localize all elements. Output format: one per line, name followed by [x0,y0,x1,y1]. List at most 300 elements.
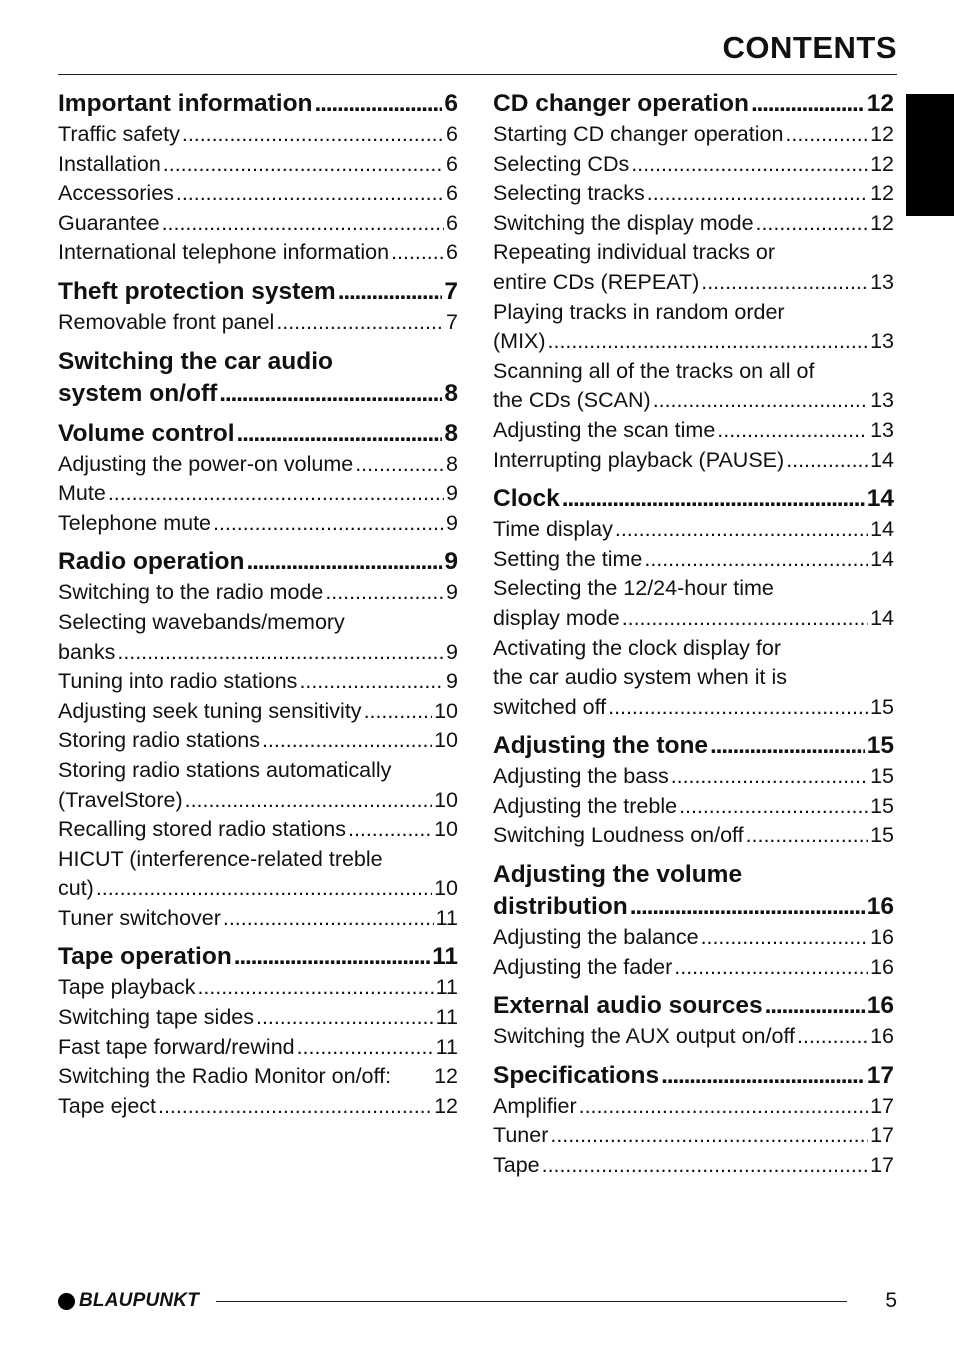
toc-entry-text: Storing radio stations automatically [58,757,392,782]
toc-entry-line[interactable] [58,578,458,608]
toc-entry-text: Adjusting the power-on volume [58,451,354,476]
toc-entry-text: cut) [58,876,94,901]
toc-section [493,859,894,982]
dot-leader [644,545,868,575]
toc-section [58,346,458,410]
toc-entry-text: Tuner switchover [58,905,221,930]
toc-page-number: 11 [432,943,458,971]
toc-entry-line[interactable] [493,1151,894,1181]
dot-leader [96,874,432,904]
toc-page-number: 12 [866,90,894,117]
dot-leader [786,446,868,476]
toc-entry-line[interactable] [58,150,458,180]
toc-entry[interactable] [493,298,894,357]
toc-entry[interactable] [493,1121,894,1151]
toc-heading-text: Switching the car audio [58,347,333,375]
toc-entry[interactable] [58,697,458,727]
toc-entry-line[interactable] [493,604,894,634]
dot-leader [631,150,868,180]
dot-leader [630,891,865,923]
toc-entry-text: Adjusting the balance [493,925,699,950]
toc-entry-text: entire CDs (REPEAT) [493,269,700,294]
toc-entry-line[interactable] [493,416,894,446]
toc-entry-line[interactable] [493,821,894,851]
toc-page-number: 6 [446,181,458,206]
toc-entry-text: Storing radio stations [58,728,260,753]
toc-page-number: 10 [434,817,458,842]
toc-page-number: 15 [870,694,894,719]
toc-heading-line[interactable] [58,378,458,410]
brand-dot-icon [58,1293,75,1310]
toc-entry[interactable] [493,357,894,416]
toc-page-number: 11 [435,1034,458,1059]
toc-page-number: 9 [446,510,458,535]
toc-heading-text: Theft protection system [58,277,336,305]
dot-leader [162,209,444,239]
toc-section [58,88,458,268]
dot-leader [197,973,433,1003]
dot-leader [756,209,869,239]
toc-entry-text: Fast tape forward/rewind [58,1034,295,1059]
toc-heading-line[interactable] [493,990,894,1022]
toc-entry-line[interactable] [58,479,458,509]
dot-leader [765,990,865,1022]
toc-entry-line[interactable] [493,446,894,476]
toc-heading-line[interactable] [58,546,458,578]
toc-entry-text: Setting the time [493,546,643,571]
toc-entry-text: Switching the display mode [493,210,754,235]
toc-section [58,941,458,1121]
toc-entry-line[interactable] [58,973,458,1003]
toc-entry[interactable] [58,479,458,509]
toc-section [58,276,458,338]
toc-entry-text: Traffic safety [58,122,180,146]
toc-entry[interactable] [58,450,458,480]
dot-leader [355,450,444,480]
toc-heading-text: distribution [493,893,628,921]
toc-page-number: 12 [870,210,894,235]
toc-entry[interactable] [58,1062,458,1092]
toc-entry-text: HICUT (interference-related treble [58,846,383,871]
dot-leader [622,604,868,634]
toc-page-number: 17 [866,1061,894,1089]
toc-entry[interactable] [493,416,894,446]
toc-entry[interactable] [493,120,894,150]
page-title: CONTENTS [722,30,897,65]
toc-entry[interactable] [58,509,458,539]
toc-entry[interactable] [493,953,894,983]
toc-entry-line[interactable] [58,874,458,904]
toc-entry-line[interactable] [493,386,894,416]
toc-page-number: 13 [870,417,894,442]
toc-entry[interactable] [58,1033,458,1063]
footer-divider [216,1301,847,1302]
toc-left-column [58,88,458,1129]
toc-entry-line[interactable] [493,663,894,693]
brand-name: BLAUPUNKT [79,1290,200,1311]
toc-entry[interactable] [493,792,894,822]
toc-page-number: 6 [446,210,458,235]
toc-entry-text: the car audio system when it is [493,665,787,690]
toc-entry-text: Adjusting seek tuning sensitivity [58,698,362,723]
toc-entry-text: Switching tape sides [58,1005,254,1030]
toc-section [493,88,894,475]
toc-page-number: 14 [870,605,894,630]
dot-leader [219,378,442,410]
toc-entry[interactable] [493,515,894,545]
dot-leader [223,904,434,934]
dot-leader [246,546,442,578]
toc-entry-text: International telephone information [58,240,390,265]
toc-entry-line[interactable] [493,515,894,545]
toc-entry[interactable] [58,756,458,815]
toc-heading-text: Adjusting the volume [493,861,743,889]
toc-page-number: 17 [870,1093,894,1118]
toc-entry-line[interactable] [58,238,458,268]
toc-entry-line[interactable] [58,450,458,480]
toc-entry-text: Tape eject [58,1093,157,1118]
toc-page-number: 10 [434,698,458,723]
toc-entry[interactable] [58,973,458,1003]
toc-entry-line[interactable] [58,1092,458,1122]
toc-entry-text: Switching Loudness on/off [493,823,744,848]
toc-page-number: 9 [446,669,458,694]
toc-page-number: 9 [446,639,458,664]
toc-entry-text: Tape [493,1153,540,1178]
toc-entry[interactable] [58,179,458,209]
toc-entry[interactable] [493,446,894,476]
toc-page-number: 10 [434,728,458,753]
toc-entry[interactable] [493,1151,894,1181]
toc-entry-text: Guarantee [58,210,160,235]
dot-leader [710,730,865,762]
toc-entry-line[interactable] [493,268,894,298]
toc-page-number: 8 [444,379,458,407]
toc-page-number: 16 [866,893,894,921]
toc-entry-line[interactable] [493,545,894,575]
toc-page-number: 10 [434,876,458,901]
toc-entry[interactable] [58,815,458,845]
header-divider [58,74,897,75]
dot-leader [276,308,444,338]
toc-page-number: 17 [870,1153,894,1178]
toc-entry-text: Selecting the 12/24-hour time [493,576,774,601]
toc-entry-line[interactable] [58,845,458,875]
toc-entry-text: switched off [493,694,607,719]
toc-entry[interactable] [493,821,894,851]
toc-right-column [493,88,894,1189]
toc-entry-text: Adjusting the treble [493,793,678,818]
toc-entry-text: Mute [58,481,106,506]
toc-page-number: 15 [870,764,894,789]
toc-page-number: 11 [435,905,458,930]
toc-heading-text: Clock [493,485,560,513]
toc-entry-text: Tape playback [58,975,196,1000]
toc-entry-text: Adjusting the fader [493,954,673,979]
toc-entry-text: (TravelStore) [58,787,183,812]
toc-heading-line[interactable] [58,346,458,378]
toc-section [493,483,894,722]
toc-entry-line[interactable] [493,953,894,983]
toc-page-number: 14 [870,517,894,542]
toc-entry[interactable] [493,209,894,239]
toc-entry-line[interactable] [493,120,894,150]
toc-page-number: 8 [444,419,458,447]
toc-heading-text: Specifications [493,1061,660,1089]
toc-entry-line[interactable] [58,815,458,845]
toc-entry-line[interactable] [493,209,894,239]
dot-leader [234,941,430,973]
toc-heading-line[interactable] [493,859,894,891]
toc-entry[interactable] [58,578,458,608]
toc-page-number: 7 [446,309,458,334]
toc-entry-line[interactable] [493,762,894,792]
toc-entry-line[interactable] [493,634,894,664]
toc-entry-text: Selecting tracks [493,181,645,206]
toc-entry[interactable] [493,923,894,953]
toc-heading-line[interactable] [58,418,458,450]
toc-entry[interactable] [58,1003,458,1033]
dot-leader [185,786,432,816]
toc-entry[interactable] [58,150,458,180]
toc-entry-line[interactable] [493,1022,894,1052]
toc-heading-text: CD changer operation [493,90,749,117]
toc-heading-text: Important information [58,90,313,117]
toc-entry-line[interactable] [58,179,458,209]
toc-page-number: 12 [870,122,894,146]
dot-leader [299,667,444,697]
dot-leader [579,1092,868,1122]
toc-entry-line[interactable] [493,238,894,268]
toc-section [493,990,894,1052]
dot-leader [562,483,865,515]
toc-entry-line[interactable] [493,1121,894,1151]
dot-leader [746,821,868,851]
language-tab-marker [906,94,954,216]
toc-entry[interactable] [493,762,894,792]
toc-page-number: 16 [866,992,894,1020]
toc-heading-text: External audio sources [493,992,763,1020]
dot-leader [262,726,432,756]
toc-heading-line[interactable] [493,730,894,762]
toc-page-number: 8 [446,451,458,476]
toc-heading-text: Radio operation [58,548,245,576]
toc-heading-line[interactable] [58,88,458,120]
dot-leader [325,578,444,608]
toc-section [58,418,458,539]
toc-entry-text: banks [58,639,116,664]
toc-page-number: 9 [446,580,458,605]
toc-entry-text: Switching the Radio Monitor on/off: [58,1064,392,1089]
dot-leader [797,1022,868,1052]
toc-entry-text: Tuner [493,1123,549,1148]
toc-page-number: 12 [434,1093,458,1118]
toc-entry[interactable] [493,179,894,209]
toc-page-number: 11 [435,1005,458,1030]
toc-entry-text: Interrupting playback (PAUSE) [493,447,785,472]
toc-entry-line[interactable] [58,756,458,786]
dot-leader [653,386,868,416]
dot-leader [674,953,868,983]
toc-entry-line[interactable] [493,1092,894,1122]
dot-leader [550,1121,868,1151]
toc-entry[interactable] [58,845,458,904]
toc-entry-line[interactable] [58,509,458,539]
toc-entry-line[interactable] [493,327,894,357]
toc-heading-line[interactable] [493,891,894,923]
dot-leader [297,1033,434,1063]
toc-page-number: 14 [870,546,894,571]
toc-entry[interactable] [493,634,894,723]
dot-leader [701,268,868,298]
toc-entry-text: Playing tracks in random order [493,299,785,324]
toc-entry-line[interactable] [58,308,458,338]
toc-heading-text: Adjusting the tone [493,732,709,760]
toc-entry-line[interactable] [493,179,894,209]
toc-entry-line[interactable] [58,209,458,239]
toc-entry-line[interactable] [58,667,458,697]
toc-entry-text: Selecting wavebands/memory [58,609,345,634]
dot-leader [391,238,444,268]
brand-logo [58,1290,199,1312]
toc-entry[interactable] [493,1092,894,1122]
toc-entry-line[interactable] [58,638,458,668]
toc-entry[interactable] [58,120,458,150]
toc-entry[interactable] [493,574,894,633]
dot-leader [548,327,869,357]
dot-leader [163,150,444,180]
dot-leader [717,416,868,446]
dot-leader [542,1151,868,1181]
toc-entry-line[interactable] [493,693,894,723]
toc-entry-text: display mode [493,605,620,630]
toc-page-number: 13 [870,269,894,294]
toc-page-number: 17 [870,1123,894,1148]
toc-section [58,546,458,933]
toc-heading-line[interactable] [58,941,458,973]
toc-entry[interactable] [58,726,458,756]
toc-page-number: 16 [870,1024,894,1049]
toc-entry[interactable] [493,545,894,575]
dot-leader [701,923,868,953]
toc-page-number: 7 [444,277,458,305]
toc-page-number: 13 [870,388,894,413]
toc-heading-text: Volume control [58,419,235,447]
toc-entry[interactable] [58,238,458,268]
toc-page-number: 15 [870,793,894,818]
toc-entry-line[interactable] [58,786,458,816]
dot-leader [751,88,865,120]
dot-leader [671,762,868,792]
toc-heading-text: system on/off [58,379,218,407]
dot-leader [348,815,432,845]
toc-entry-text: Amplifier [493,1093,577,1118]
dot-leader [647,179,868,209]
dot-leader [256,1003,434,1033]
dot-leader [785,120,868,150]
toc-entry-text: Adjusting the bass [493,764,669,789]
page-number: 5 [885,1289,897,1312]
toc-entry-text: the CDs (SCAN) [493,388,651,413]
toc-page-number: 12 [434,1064,458,1089]
toc-heading-line[interactable] [58,276,458,308]
toc-entry[interactable] [493,1022,894,1052]
toc-entry-line[interactable] [58,1062,458,1092]
toc-entry[interactable] [58,608,458,667]
dot-leader [176,179,444,209]
toc-entry-line[interactable] [493,357,894,387]
toc-entry-line[interactable] [58,726,458,756]
toc-entry-text: Time display [493,517,613,542]
toc-page-number: 12 [870,181,894,206]
toc-page-number: 6 [444,90,458,117]
toc-entry[interactable] [58,904,458,934]
toc-page-number: 9 [446,481,458,506]
toc-entry-line[interactable] [493,792,894,822]
dot-leader [661,1060,865,1092]
toc-page-number: 16 [870,954,894,979]
dot-leader [108,479,444,509]
toc-entry-line[interactable] [58,1003,458,1033]
toc-heading-text: Tape operation [58,943,232,971]
toc-entry-line[interactable] [493,574,894,604]
dot-leader [237,418,443,450]
toc-page-number: 12 [870,151,894,176]
toc-entry-line[interactable] [58,1033,458,1063]
toc-entry-text: Accessories [58,181,174,206]
toc-section [493,730,894,851]
toc-entry[interactable] [58,308,458,338]
toc-entry-text: Recalling stored radio stations [58,817,347,842]
toc-page-number: 14 [866,485,894,513]
toc-heading-line[interactable] [493,483,894,515]
toc-entry-line[interactable] [493,298,894,328]
toc-entry-line[interactable] [493,923,894,953]
toc-entry-line[interactable] [58,120,458,150]
toc-page-number: 16 [870,925,894,950]
toc-page-number: 11 [435,975,458,1000]
dot-leader [315,88,443,120]
dot-leader [615,515,868,545]
dot-leader [364,697,433,727]
toc-entry[interactable] [493,150,894,180]
toc-entry-text: (MIX) [493,329,546,354]
dot-leader [182,120,444,150]
toc-entry-line[interactable] [493,150,894,180]
dot-leader [213,509,444,539]
toc-page-number: 13 [870,329,894,354]
toc-section [493,1060,894,1181]
toc-heading-line[interactable] [493,1060,894,1092]
toc-entry-text: Switching the AUX output on/off [493,1024,795,1049]
toc-entry[interactable] [58,667,458,697]
toc-page-number: 6 [446,151,458,176]
toc-entry-text: Switching to the radio mode [58,580,324,605]
toc-entry[interactable] [58,209,458,239]
toc-entry-line[interactable] [58,608,458,638]
toc-heading-line[interactable] [493,88,894,120]
toc-entry[interactable] [493,238,894,297]
toc-page-number: 10 [434,787,458,812]
dot-leader [117,638,444,668]
toc-entry-text: Adjusting the scan time [493,417,716,442]
toc-entry-text: Removable front panel [58,309,275,334]
toc-entry-line[interactable] [58,904,458,934]
toc-entry[interactable] [58,1092,458,1122]
toc-entry-line[interactable] [58,697,458,727]
toc-page-number: 6 [446,240,458,265]
dot-leader [679,792,868,822]
